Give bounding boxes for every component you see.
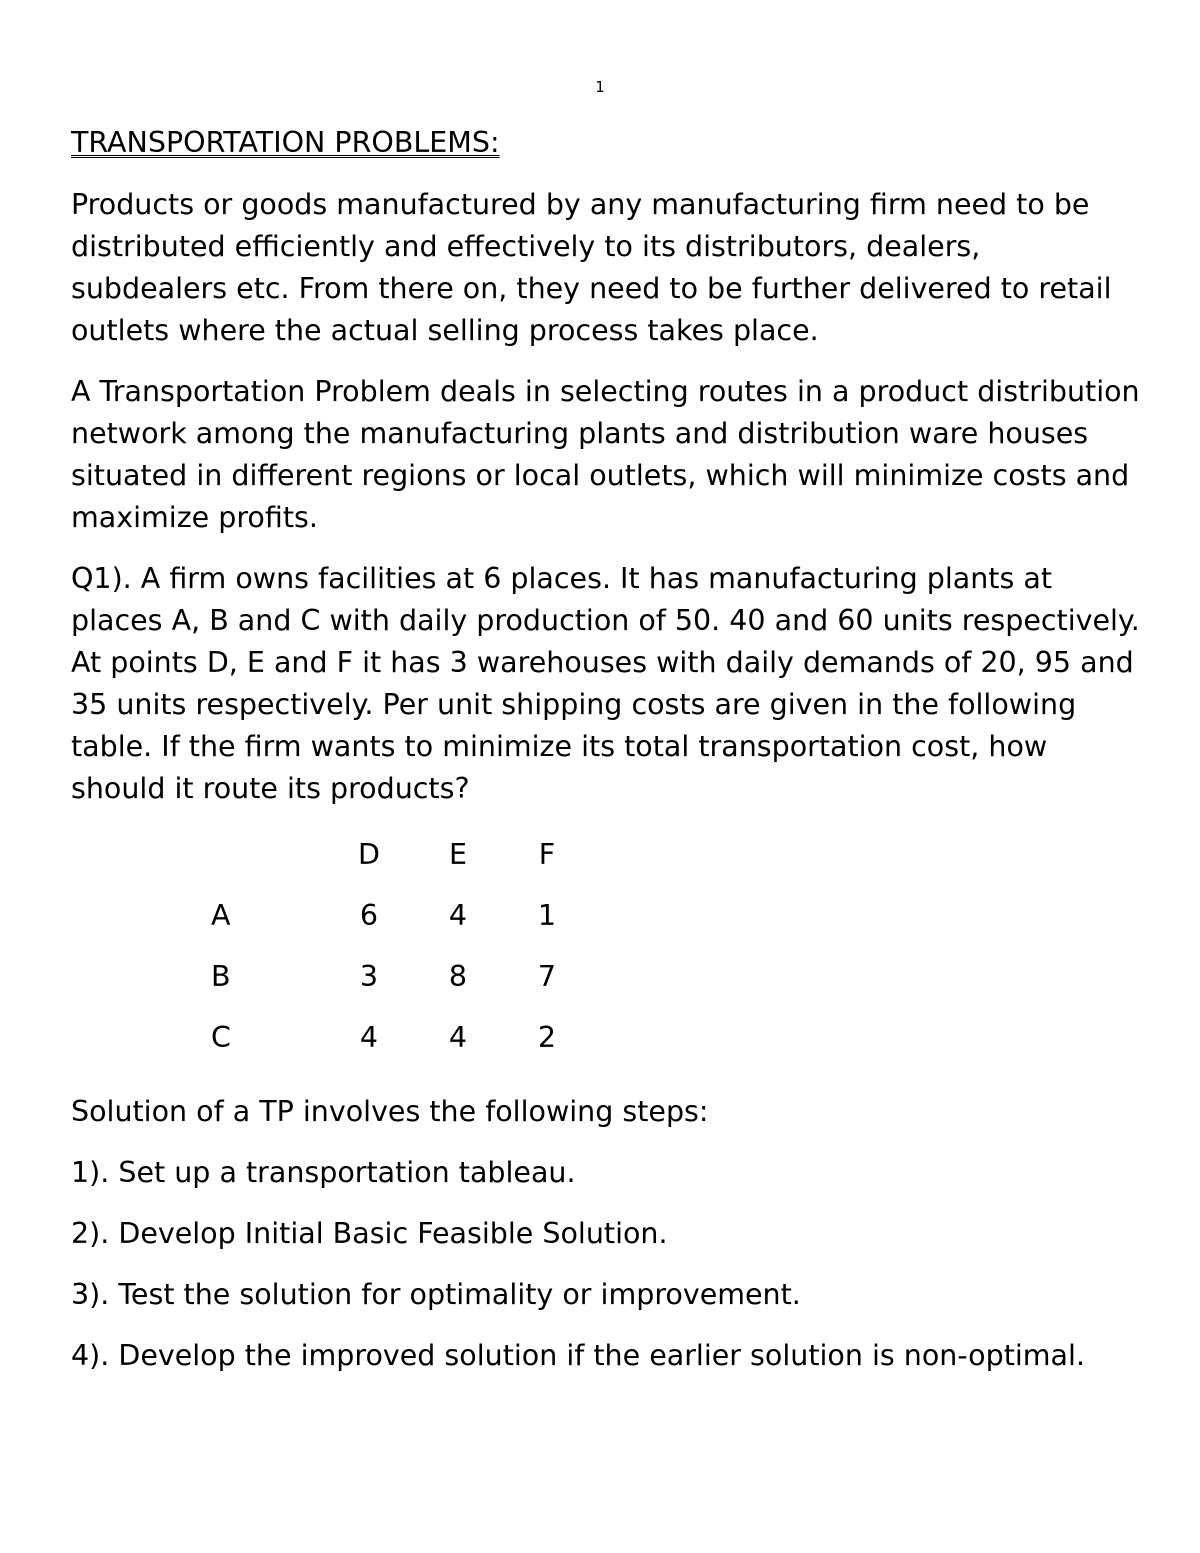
row-label-a: A bbox=[211, 899, 231, 932]
table-corner-cell bbox=[199, 834, 329, 895]
step-item: 3). Test the solution for optimality or improvement. bbox=[71, 1278, 801, 1311]
step-item: 2). Develop Initial Basic Feasible Solution. bbox=[71, 1217, 668, 1250]
cost-cell: 4 bbox=[448, 899, 468, 932]
document-heading: TRANSPORTATION PROBLEMS: bbox=[71, 126, 500, 159]
page-number: 1 bbox=[595, 78, 605, 96]
table-row bbox=[199, 895, 587, 956]
cost-cell: 8 bbox=[448, 960, 468, 993]
column-header-d: D bbox=[358, 838, 380, 871]
solution-intro: Solution of a TP involves the following steps: bbox=[71, 1095, 709, 1128]
cost-cell: 7 bbox=[537, 960, 557, 993]
document-body bbox=[71, 122, 1141, 1396]
shipping-cost-table bbox=[199, 834, 587, 1078]
intro-paragraph: Products or goods manufactured by any manufacturing firm need to be distributed efficiently and effectively to its distributors, dealers, subdealers etc. From there on, they need to be further delivered to retail outlets where the actual selling process takes place. bbox=[71, 188, 1112, 347]
question-paragraph: Q1). A firm owns facilities at 6 places. It has manufacturing plants at places A, B and C with daily production of 50. 40 and 60 units respectively. At points D, E and F it has 3 warehouses with daily demands of 20, 95 and 35 units respectively. Per unit shipping costs are given in the following table. If the firm wants to minimize its total transportation cost, how should it route its products? bbox=[71, 562, 1140, 805]
step-item: 1). Set up a transportation tableau. bbox=[71, 1156, 576, 1189]
cost-cell: 3 bbox=[359, 960, 379, 993]
cost-cell: 2 bbox=[537, 1021, 557, 1054]
column-header-e: E bbox=[448, 838, 467, 871]
table-header-row bbox=[199, 834, 587, 895]
cost-cell: 1 bbox=[537, 899, 557, 932]
row-label-b: B bbox=[211, 960, 231, 993]
step-item: 4). Develop the improved solution if the earlier solution is non-optimal. bbox=[71, 1339, 1086, 1372]
row-label-c: C bbox=[211, 1021, 231, 1054]
definition-paragraph: A Transportation Problem deals in selecting routes in a product distribution network among the manufacturing plants and distribution ware houses situated in different regions or local outlets, which will minimize costs and maximize profits. bbox=[71, 375, 1140, 534]
cost-cell: 4 bbox=[359, 1021, 379, 1054]
table-row bbox=[199, 956, 587, 1017]
table-row bbox=[199, 1017, 587, 1078]
cost-cell: 4 bbox=[448, 1021, 468, 1054]
cost-cell: 6 bbox=[359, 899, 379, 932]
column-header-f: F bbox=[538, 838, 556, 871]
